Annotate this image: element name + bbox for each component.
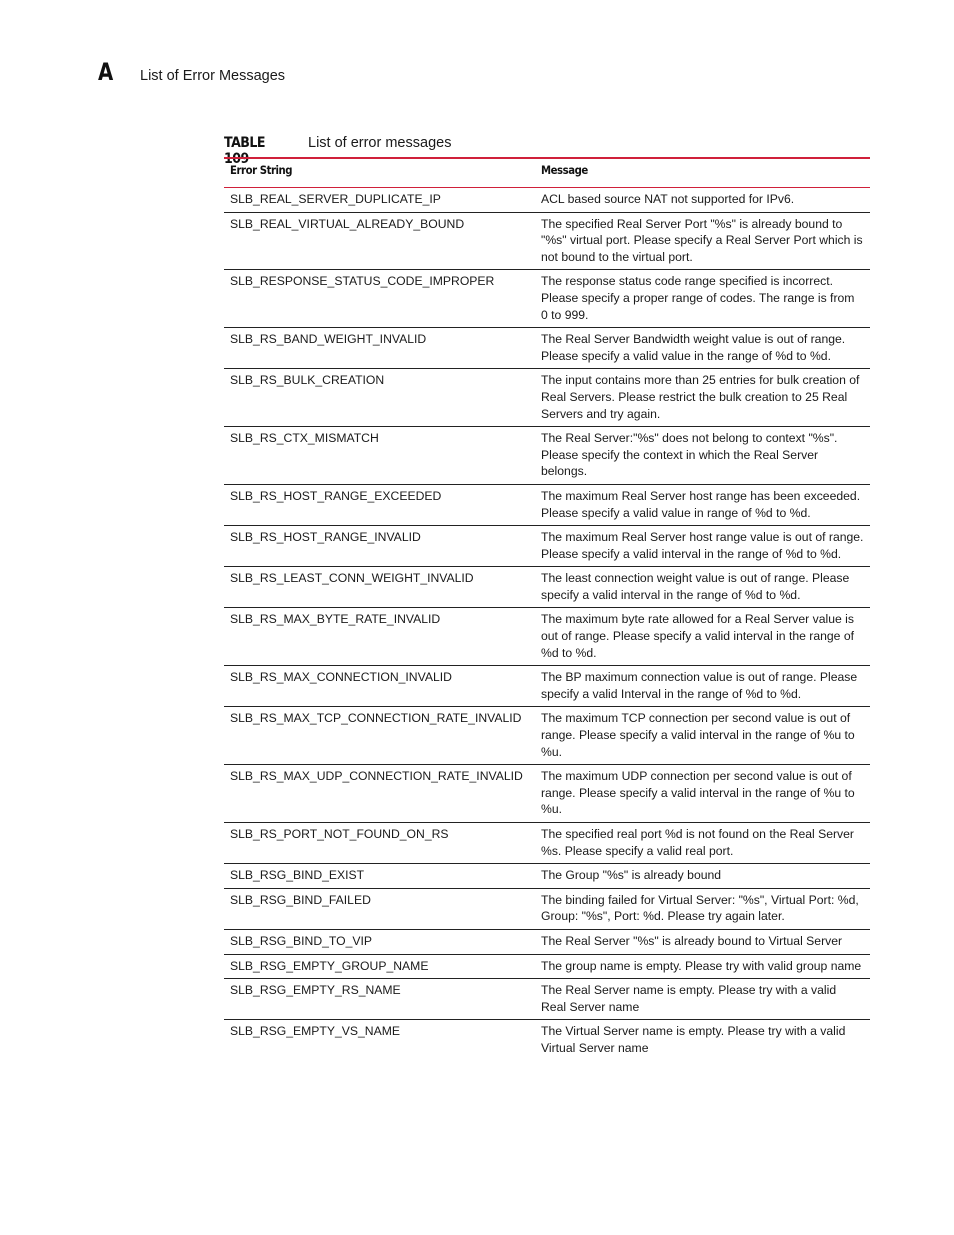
message-cell: The Real Server name is empty. Please try with a valid Real Server name (535, 979, 870, 1020)
message-cell: The Real Server:"%s" does not belong to context "%s". Please specify the context in which the Real Server belongs. (535, 427, 870, 485)
error-string-cell: SLB_RESPONSE_STATUS_CODE_IMPROPER (224, 270, 535, 328)
message-cell: The group name is empty. Please try with valid group name (535, 954, 870, 979)
column-header-message: Message (535, 158, 870, 188)
error-string-cell: SLB_RSG_EMPTY_GROUP_NAME (224, 954, 535, 979)
message-cell: The response status code range specified is incorrect. Please specify a proper range of codes. The range is from 0 to 999. (535, 270, 870, 328)
table-row (224, 864, 870, 889)
table-row (224, 567, 870, 608)
message-cell: The input contains more than 25 entries for bulk creation of Real Servers. Please restrict the bulk creation to 25 Real Servers and try again. (535, 369, 870, 427)
error-string-cell: SLB_RS_PORT_NOT_FOUND_ON_RS (224, 823, 535, 864)
message-cell: The maximum byte rate allowed for a Real Server value is out of range. Please specify a valid interval in the range of %d to %d. (535, 608, 870, 666)
error-string-cell: SLB_RS_MAX_BYTE_RATE_INVALID (224, 608, 535, 666)
table-row (224, 888, 870, 929)
message-cell: The Real Server Bandwidth weight value is out of range. Please specify a valid value in the range of %d to %d. (535, 328, 870, 369)
error-string-cell: SLB_RS_BULK_CREATION (224, 369, 535, 427)
error-string-cell: SLB_RSG_BIND_EXIST (224, 864, 535, 889)
table-row (224, 369, 870, 427)
table-row (224, 666, 870, 707)
table-row (224, 823, 870, 864)
message-cell: The maximum Real Server host range value is out of range. Please specify a valid interval in the range of %d to %d. (535, 526, 870, 567)
table-row (224, 1020, 870, 1061)
page-header (98, 58, 285, 88)
error-string-cell: SLB_RS_CTX_MISMATCH (224, 427, 535, 485)
message-cell: The Real Server "%s" is already bound to Virtual Server (535, 929, 870, 954)
error-string-cell: SLB_REAL_SERVER_DUPLICATE_IP (224, 188, 535, 213)
table-row (224, 707, 870, 765)
error-string-cell: SLB_REAL_VIRTUAL_ALREADY_BOUND (224, 212, 535, 270)
message-cell: The specified real port %d is not found on the Real Server %s. Please specify a valid real port. (535, 823, 870, 864)
error-string-cell: SLB_RSG_EMPTY_RS_NAME (224, 979, 535, 1020)
column-header-error-string: Error String (224, 158, 535, 188)
message-cell: The Group "%s" is already bound (535, 864, 870, 889)
error-messages-table (224, 157, 870, 1061)
message-cell: The Virtual Server name is empty. Please try with a valid Virtual Server name (541, 1024, 846, 1055)
table-row (224, 929, 870, 954)
error-string-cell: SLB_RS_HOST_RANGE_INVALID (224, 526, 535, 567)
error-string-cell: SLB_RS_MAX_CONNECTION_INVALID (224, 666, 535, 707)
table-header-row (224, 158, 870, 188)
table-row (224, 526, 870, 567)
message-cell: The specified Real Server Port "%s" is already bound to "%s" virtual port. Please specify a Real Server Port which is not bound to the virtual port. (535, 212, 870, 270)
table-body (224, 188, 870, 1061)
table-number: TABLE 109 (224, 135, 265, 167)
error-string-cell: SLB_RS_MAX_TCP_CONNECTION_RATE_INVALID (224, 707, 535, 765)
section-title: List of Error Messages (140, 68, 286, 84)
message-cell: The maximum TCP connection per second value is out of range. Please specify a valid interval in the range of %u to %u. (535, 707, 870, 765)
message-cell: The maximum Real Server host range has been exceeded. Please specify a valid value in range of %d to %d. (535, 484, 870, 525)
error-string-cell: SLB_RS_BAND_WEIGHT_INVALID (224, 328, 535, 369)
table-row (224, 328, 870, 369)
message-cell: The binding failed for Virtual Server: "%s", Virtual Port: %d, Group: "%s", Port: %d. Please try again later. (535, 888, 870, 929)
table-row (224, 765, 870, 823)
table-row (224, 608, 870, 666)
table-row (224, 188, 870, 213)
error-string-cell: SLB_RSG_BIND_FAILED (224, 888, 535, 929)
error-string-cell: SLB_RS_MAX_UDP_CONNECTION_RATE_INVALID (224, 765, 535, 823)
table-row (224, 212, 870, 270)
message-cell: ACL based source NAT not supported for IPv6. (535, 188, 870, 213)
table-row (224, 954, 870, 979)
error-string-cell: SLB_RS_HOST_RANGE_EXCEEDED (224, 484, 535, 525)
error-string-cell: SLB_RS_LEAST_CONN_WEIGHT_INVALID (224, 567, 535, 608)
message-cell: The BP maximum connection value is out of range. Please specify a valid Interval in the range of %d to %d. (535, 666, 870, 707)
table-row (224, 270, 870, 328)
table-row (224, 979, 870, 1020)
error-string-cell: SLB_RSG_EMPTY_VS_NAME (230, 1024, 401, 1039)
table-row (224, 484, 870, 525)
appendix-letter: A (98, 58, 113, 86)
message-cell: The maximum UDP connection per second value is out of range. Please specify a valid interval in the range of %u to %u. (535, 765, 870, 823)
message-cell: The least connection weight value is out of range. Please specify a valid interval in the range of %d to %d. (535, 567, 870, 608)
table-row (224, 427, 870, 485)
table-title: List of error messages (308, 135, 452, 151)
error-string-cell: SLB_RSG_BIND_TO_VIP (224, 929, 535, 954)
